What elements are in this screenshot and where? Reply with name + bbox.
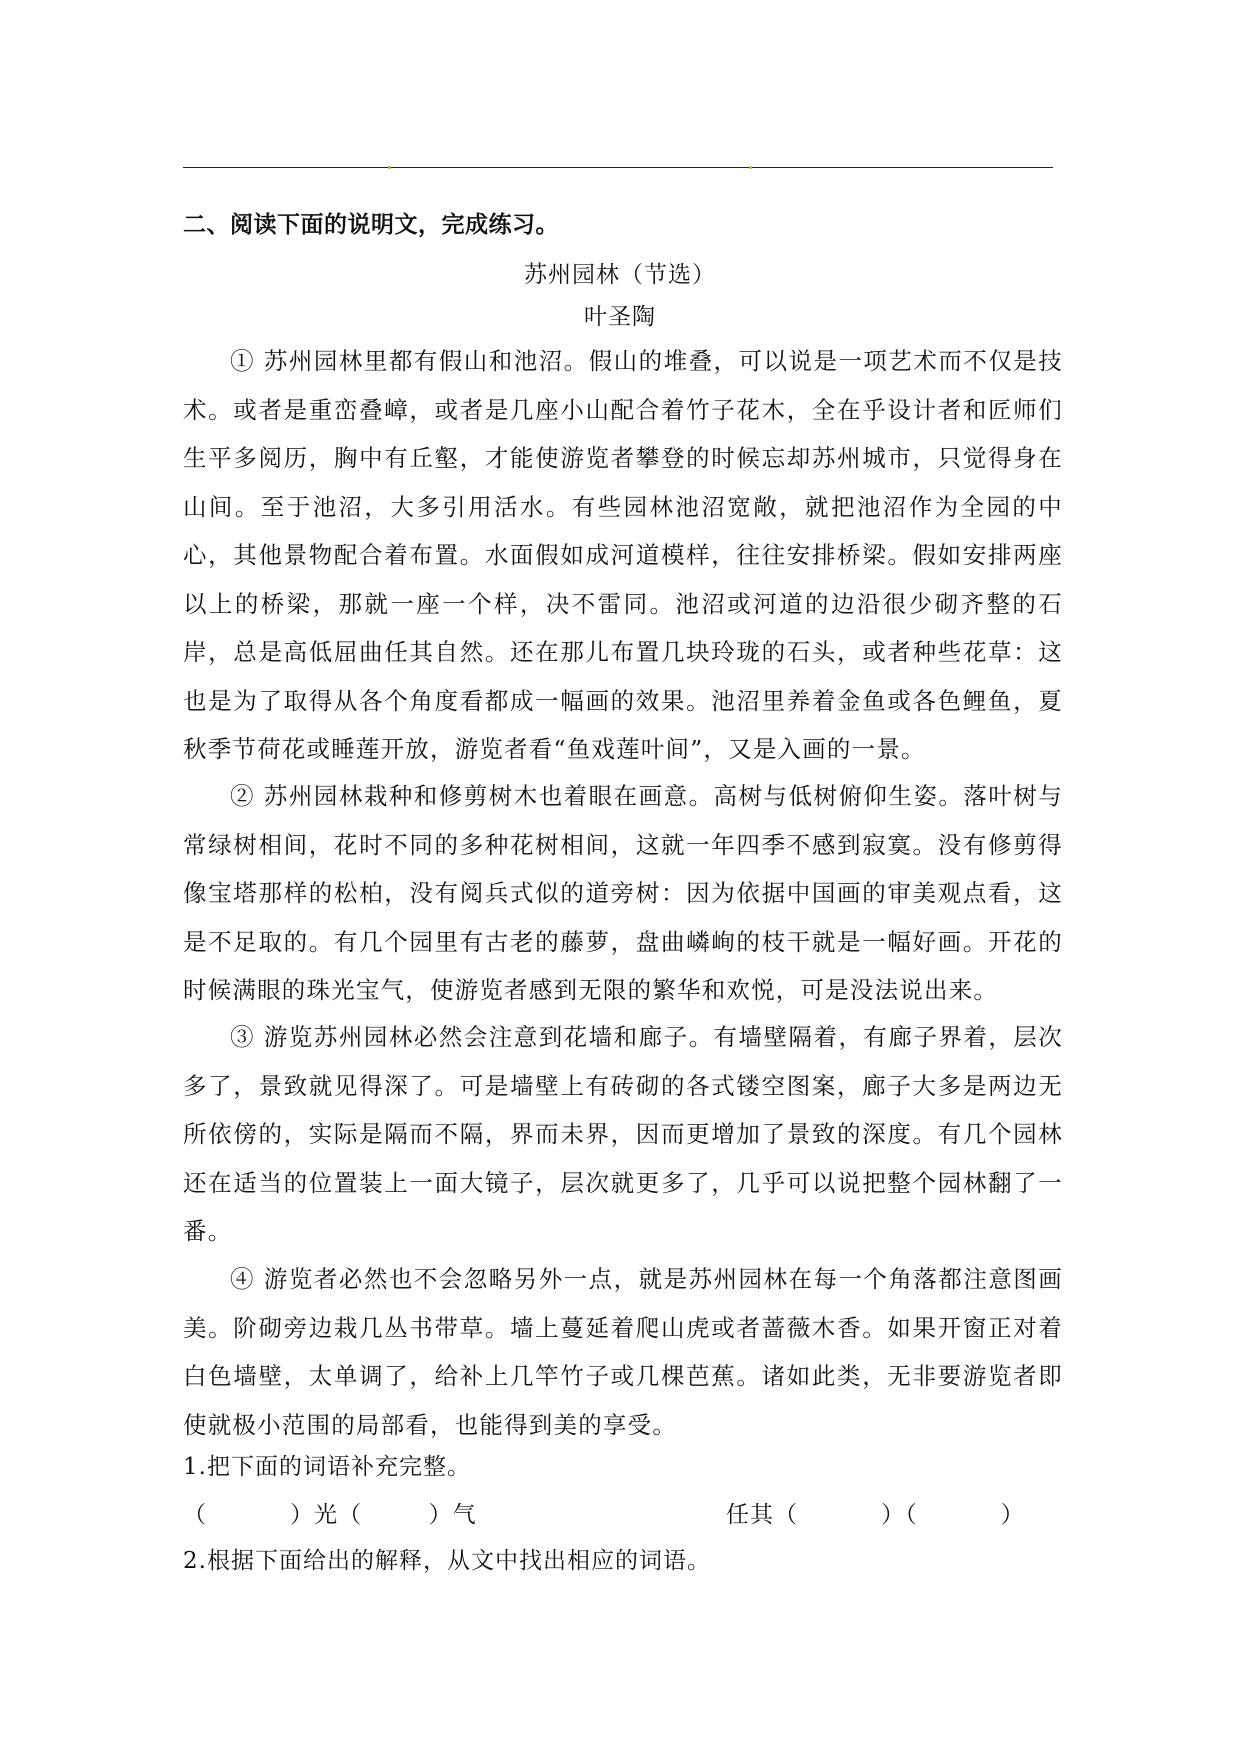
article-title: 苏州园林（节选） bbox=[524, 262, 716, 288]
article-paragraph-2 bbox=[183, 772, 1063, 1015]
article-paragraph-3 bbox=[183, 1013, 1063, 1256]
header-rule bbox=[183, 167, 1053, 168]
paragraph-text: ④ 游览者必然也不会忽略另外一点，就是苏州园林在每一个角落都注意图画美。阶砌旁边栽几丛书带草。墙上蔓延着爬山虎或者蔷薇木香。如果开窗正对着白色墙壁，太单调了，给补上几竿竹子或几棵芭蕉。诸如此类，无非要游览者即使就极小范围的局部看，也能得到美的享受。 bbox=[183, 1265, 1063, 1439]
article-paragraph-4 bbox=[183, 1255, 1063, 1449]
paragraph-text: ① 苏州园林里都有假山和池沼。假山的堆叠，可以说是一项艺术而不仅是技术。或者是重峦叠嶂，或者是几座小山配合着竹子花木，全在乎设计者和匠师们生平多阅历，胸中有丘壑，才能使游览者攀登的时候忘却苏州城市，只觉得身在山间。至于池沼，大多引用活水。有些园林池沼宽敞，就把池沼作为全园的中心，其他景物配合着布置。水面假如成河道模样，往往安排桥梁。假如安排两座以上的桥梁，那就一座一个样，决不雷同。池沼或河道的边沿很少砌齐整的石岸，总是高低屈曲任其自然。还在那儿布置几块玲珑的石头，或者种些花草：这也是为了取得从各个角度看都成一幅画的效果。池沼里养着金鱼或各色鲤鱼，夏秋季节荷花或睡莲开放，游览者看“鱼戏莲叶间”，又是入画的一景。 bbox=[183, 347, 1063, 763]
rule-dot bbox=[749, 166, 752, 169]
paragraph-text: ③ 游览苏州园林必然会注意到花墙和廊子。有墙壁隔着，有廊子界着，层次多了，景致就见得深了。可是墙壁上有砖砌的各式镂空图案，廊子大多是两边无所依傍的，实际是隔而不隔，界而未界，因而更增加了景致的深度。有几个园林还在适当的位置装上一面大镜子，层次就更多了，几乎可以说把整个园林翻了一番。 bbox=[183, 1023, 1063, 1245]
question-2: 2.根据下面给出的解释，从文中找出相应的词语。 bbox=[183, 1548, 711, 1574]
question-1: 1.把下面的词语补充完整。 bbox=[183, 1454, 471, 1480]
rule-dot bbox=[388, 166, 391, 169]
fill-blank-b[interactable]: 任其（ ）（ ） bbox=[726, 1502, 1025, 1528]
section-heading: 二、阅读下面的说明文，完成练习。 bbox=[183, 212, 559, 238]
fill-blank-a[interactable]: （ ）光（ ）气 bbox=[183, 1502, 477, 1528]
article-paragraph-1 bbox=[183, 337, 1063, 774]
paragraph-text: ② 苏州园林栽种和修剪树木也着眼在画意。高树与低树俯仰生姿。落叶树与常绿树相间，花时不同的多种花树相间，这就一年四季不感到寂寞。没有修剪得像宝塔那样的松柏，没有阅兵式似的道旁树：因为依据中国画的审美观点看，这是不足取的。有几个园里有古老的藤萝，盘曲嶙峋的枝干就是一幅好画。开花的时候满眼的珠光宝气，使游览者感到无限的繁华和欢悦，可是没法说出来。 bbox=[183, 782, 1063, 1004]
article-author: 叶圣陶 bbox=[584, 304, 656, 330]
